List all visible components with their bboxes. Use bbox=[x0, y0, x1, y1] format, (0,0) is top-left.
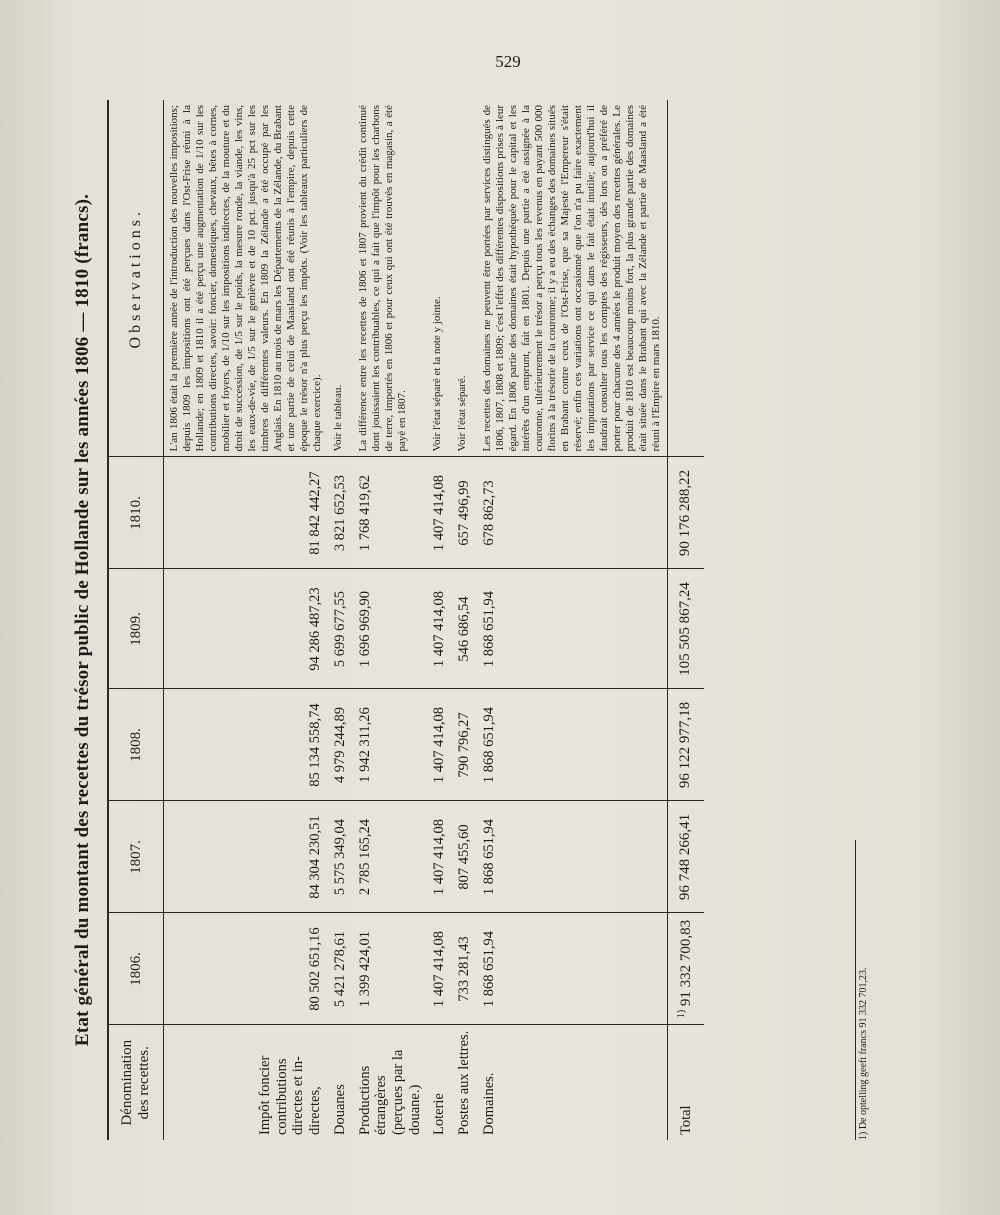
revenue-table bbox=[107, 100, 704, 1140]
value-1808: 85 134 558,74 bbox=[164, 689, 328, 801]
value-1810: 657 496,99 bbox=[452, 457, 477, 569]
value-1807: 84 304 230,51 bbox=[164, 801, 328, 913]
footnote: 1) De optelling geeft francs 91 332 701,23. bbox=[855, 840, 869, 1140]
value-1809: 94 286 487,23 bbox=[164, 569, 328, 689]
row-name: Postes aux lettres. bbox=[456, 1030, 473, 1135]
total-1808: 96 122 977,18 bbox=[667, 689, 704, 801]
value-1806: 733 281,43 bbox=[452, 913, 477, 1025]
value-1809: 1 868 651,94 bbox=[477, 569, 667, 689]
value-1809: 1 407 414,08 bbox=[427, 569, 452, 689]
header-observations: Observations. bbox=[108, 100, 164, 457]
row-name: Domaines. bbox=[481, 1072, 498, 1135]
header-denomination: Dénomination des recettes. bbox=[119, 1039, 152, 1126]
value-1806: 1 868 651,94 bbox=[477, 913, 667, 1025]
value-1807: 807 455,60 bbox=[452, 801, 477, 913]
row-name: Impôt foncier contributions directes et in-directes, bbox=[256, 1055, 323, 1135]
footnote-mark: 1) bbox=[676, 1009, 688, 1019]
table-row bbox=[452, 100, 477, 1140]
total-row bbox=[667, 100, 704, 1140]
total-1810: 90 176 288,22 bbox=[667, 457, 704, 569]
value-1808: 790 796,27 bbox=[452, 689, 477, 801]
total-label-text: Total bbox=[677, 1105, 694, 1135]
value-1806: 1 399 424,01 bbox=[353, 913, 428, 1025]
value-1807: 2 785 165,24 bbox=[353, 801, 428, 913]
header-1806: 1806. bbox=[108, 913, 164, 1025]
row-observation: La différence entre les recettes de 1806 et 1807 provient du crédit continué dont jouissaient les contribuables, ce qui a fait que l'impôt pour les charbons de terre, importés en 1806 et pour ceux qui ont été trouvés en magasin, a été payé en 1807. bbox=[353, 100, 428, 457]
table-title: Etat général du montant des recettes du trésor public de Hollande sur les années 1806 — 1810 (francs). bbox=[72, 193, 93, 1047]
row-observation: Voir l'état séparé et la note y jointe. bbox=[427, 100, 452, 457]
value-1809: 546 686,54 bbox=[452, 569, 477, 689]
row-name: Douanes bbox=[331, 1084, 348, 1135]
value-1808: 4 979 244,89 bbox=[328, 689, 353, 801]
value-1806: 1 407 414,08 bbox=[427, 913, 452, 1025]
row-name: Loterie bbox=[431, 1093, 448, 1135]
value-1809: 1 696 969,90 bbox=[353, 569, 428, 689]
row-name: Productions étrangères (perçues par la douane.) bbox=[356, 1049, 423, 1135]
total-1806-value: 91 332 700,83 bbox=[678, 919, 695, 1007]
table-row bbox=[164, 100, 328, 1140]
value-1808: 1 407 414,08 bbox=[427, 689, 452, 801]
value-1809: 5 699 677,55 bbox=[328, 569, 353, 689]
value-1810: 3 821 652,53 bbox=[328, 457, 353, 569]
value-1806: 5 421 278,61 bbox=[328, 913, 353, 1025]
table-row bbox=[427, 100, 452, 1140]
row-observation: Les recettes des domaines ne peuvent être portées par services distingués de 1806, 1807, 1808 et 1809; c'est l'effet des différentes dispositions prises à leur égard. En 1806 partie des domaines était hypothéquée pour le capital et les intérêts d'un emprunt, fait en 1801. Depuis une partie a été assignée à la couronne, ultérieurement le trésor a perçu tous les revenus en payant 500 000 florins à la trésorie de la couronne; il y a eu des échanges des domaines situés en Brabant contre ceux de l'Ost-Frise, que sa Majesté l'Empereur s'était réservé; enfin ces variations ont occasionné que l'on n'a pu faire exactement les imputations par service ce qui dans le fait était inutile; aujourd'hui il faudrait consulter tous les comptes des régisseurs, dès lors on a préféré de porter pour chacune des 4 années le produit moyen des recettes générales. Le produit de 1810 est beaucoup moins fort, la plus grande partie des domaines était située dans le Brabant qui avec la Zélande et partie de Maasland a été réuni à l'Empire en mars 1810. bbox=[477, 100, 667, 457]
total-1807: 96 748 266,41 bbox=[667, 801, 704, 913]
header-row bbox=[108, 100, 164, 1140]
header-1808: 1808. bbox=[108, 689, 164, 801]
value-1807: 1 407 414,08 bbox=[427, 801, 452, 913]
total-label bbox=[667, 1025, 704, 1140]
header-1810: 1810. bbox=[108, 457, 164, 569]
total-1809: 105 505 867,24 bbox=[667, 569, 704, 689]
value-1810: 81 842 442,27 bbox=[164, 457, 328, 569]
rotated-table-area bbox=[65, 100, 905, 1140]
table-row bbox=[353, 100, 428, 1140]
header-1807: 1807. bbox=[108, 801, 164, 913]
value-1808: 1 868 651,94 bbox=[477, 689, 667, 801]
value-1807: 5 575 349,04 bbox=[328, 801, 353, 913]
value-1806: 80 502 651,16 bbox=[164, 913, 328, 1025]
header-1809: 1809. bbox=[108, 569, 164, 689]
value-1807: 1 868 651,94 bbox=[477, 801, 667, 913]
value-1810: 1 768 419,62 bbox=[353, 457, 428, 569]
total-observation-empty bbox=[667, 100, 704, 457]
row-observation: Voir l'état séparé. bbox=[452, 100, 477, 457]
row-observation: L'an 1806 était la première année de l'introduction des nouvelles impositions; depuis 1809 les impositions ont été perçues dans l'Ost-Frise réuni à la Hollande; en 1809 et 1810 il a été perçu une augmentation de 1/10 sur les contributions directes, savoir: foncier, domestiques, chevaux, bêtes à cornes, mobilier et foyers, de 1/10 sur les impositions indirectes, de la mouture et du droit de succession, de 1/5 sur le poids, la mesure ronde, la viande, les vins, les eaux-de-vie, de 1/5 sur le genièvre et de 10 pct. jusqu'à 25 pct sur les timbres de différentes valeurs. En 1809 la Zélande a été occupé par les Anglais. En 1810 au mois de mars les Départements de la Zélande, du Brabant et une partie de celui de Maasland ont été réunis à l'empire, depuis cette époque le trésor n'a plus perçu les impôts. (Voir les tableaux particuliers de chaque exercice). bbox=[164, 100, 328, 457]
table-row bbox=[477, 100, 667, 1140]
value-1808: 1 942 311,26 bbox=[353, 689, 428, 801]
total-1806 bbox=[667, 913, 704, 1025]
value-1810: 1 407 414,08 bbox=[427, 457, 452, 569]
table-row bbox=[328, 100, 353, 1140]
page-number: 529 bbox=[495, 52, 521, 71]
row-observation: Voir le tableau. bbox=[328, 100, 353, 457]
value-1810: 678 862,73 bbox=[477, 457, 667, 569]
